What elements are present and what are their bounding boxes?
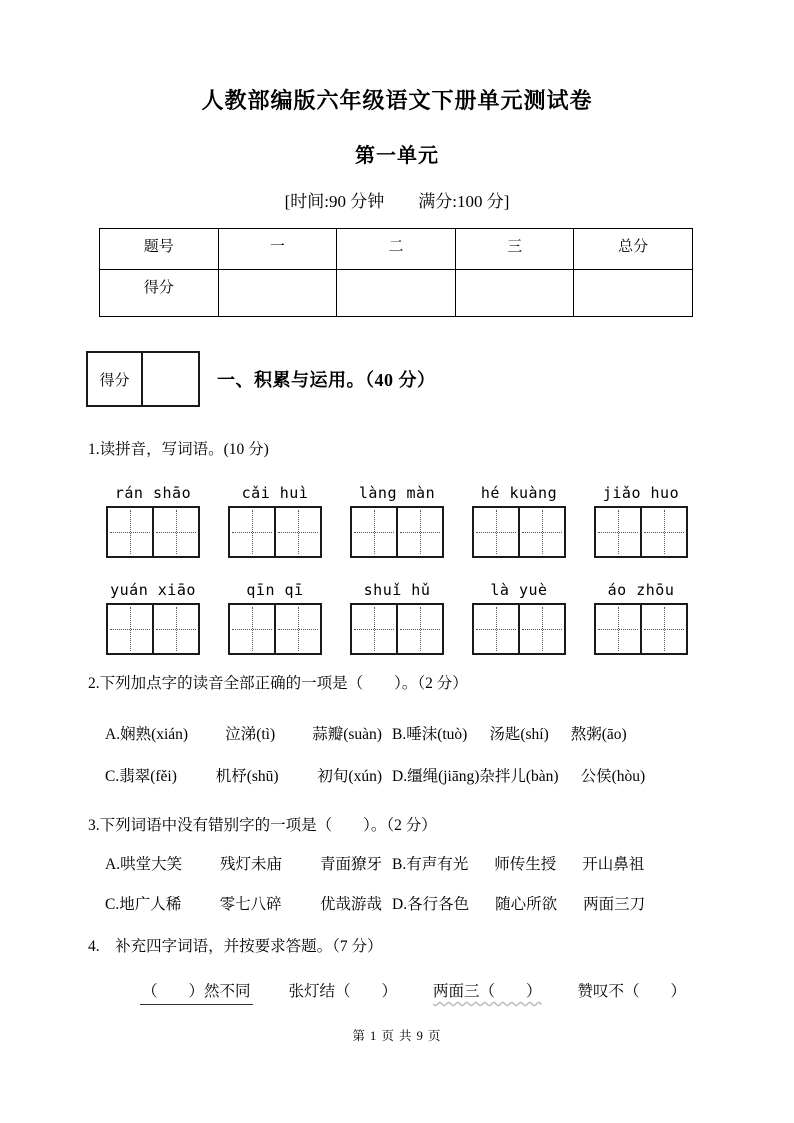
tianzige-cell [518,605,564,653]
score-row-label: 得分 [100,270,219,317]
score-table [99,228,693,317]
option-item: 初旬(xún) [317,768,382,785]
writing-grid [350,506,444,558]
pinyin-text: làng màn [358,484,436,502]
option-item: 开山鼻祖 [582,856,645,873]
pinyin-row-1 [106,483,688,558]
score-table-header-row [100,229,693,270]
tianzige-cell [274,508,320,556]
pinyin-word-block [472,483,566,558]
tianzige-cell [640,508,686,556]
option-item: 熬粥(āo) [570,726,627,743]
score-table-header-cell: 一 [218,229,337,270]
option-item: A.娴熟(xián) [105,726,189,743]
score-blank-cell [574,270,693,317]
score-table-header-cell: 总分 [574,229,693,270]
pinyin-text: cǎi huì [241,484,309,502]
score-blank-cell [337,270,456,317]
writing-grid [472,603,566,655]
tianzige-cell [474,605,518,653]
question-2-options-cd [105,766,794,788]
option-item: 随心所欲 [495,896,558,913]
tianzige-cell [352,605,396,653]
score-box-label: 得分 [88,353,143,405]
time-score-line: [时间:90 分钟 满分:100 分] [284,192,510,211]
pinyin-text: rán shāo [114,484,192,502]
tianzige-cell [596,508,640,556]
section-score-box [86,351,200,407]
pinyin-word-block [350,580,444,655]
option-item: 残灯未庙 [220,856,283,873]
tianzige-cell [396,508,442,556]
score-blank-cell [218,270,337,317]
option-item: 机杼(shū) [215,768,279,785]
pinyin-word-block [228,580,322,655]
pinyin-text: jiǎo huo [602,484,680,502]
pinyin-word-block [350,483,444,558]
tianzige-cell [108,605,152,653]
pinyin-text: shuǐ hǔ [363,581,431,599]
writing-grid [594,506,688,558]
option-item: A.哄堂大笑 [105,856,183,873]
option-item: 汤匙(shí) [489,726,549,743]
pinyin-text: yuán xiāo [110,581,196,599]
question-3-text: 3.下列词语中没有错别字的一项是（ ）。（2 分） [88,817,437,834]
score-table-header-cell: 三 [455,229,574,270]
option-group-b [392,724,627,746]
option-item: D.各行各色 [392,896,470,913]
option-item: D.缰绳(jiāng)杂拌儿(bàn) [392,768,559,785]
option-item: 零七八碎 [219,896,282,913]
tianzige-cell [152,508,198,556]
idiom-blank: 两面三（ ） [433,983,542,1000]
option-group-d [392,894,645,916]
option-item: 青面獠牙 [319,856,382,873]
tianzige-cell [230,508,274,556]
tianzige-cell [396,605,442,653]
tianzige-cell [352,508,396,556]
tianzige-cell [108,508,152,556]
option-group-a [105,724,382,746]
score-table-header-cell: 二 [337,229,456,270]
option-group-d [392,766,645,788]
option-item: 两面三刀 [583,896,646,913]
question-2-options-ab [105,724,794,746]
option-item: C.地广人稀 [105,896,182,913]
section-one-heading: 一、积累与运用。（40 分） [217,370,436,390]
writing-grid [228,506,322,558]
page-title: 人教部编版六年级语文下册单元测试卷 [201,88,593,113]
idiom-blank: 张灯结（ ） [288,983,398,1000]
question-1-text: 1.读拼音，写词语。(10 分) [88,441,269,458]
question-4-text: 4. 补充四字词语，并按要求答题。（7 分） [88,938,383,955]
writing-grid [350,603,444,655]
tianzige-cell [596,605,640,653]
option-item: B.有声有光 [392,856,469,873]
pinyin-word-block [594,580,688,655]
writing-grid [472,506,566,558]
unit-heading: 第一单元 [355,145,439,167]
option-group-a [105,854,382,876]
pinyin-row-2 [106,580,688,655]
option-item: C.翡翠(fěi) [105,768,177,785]
score-blank-cell [455,270,574,317]
option-item: 蒜瓣(suàn) [312,726,382,743]
writing-grid [228,603,322,655]
section-one-header [86,351,794,407]
score-box-blank [143,353,198,405]
idiom-blank: （ ）然不同 [140,981,253,1005]
tianzige-cell [152,605,198,653]
pinyin-text: qīn qī [246,581,304,599]
option-item: 公侯(hòu) [580,768,646,785]
tianzige-cell [518,508,564,556]
pinyin-word-block [228,483,322,558]
writing-grid [594,603,688,655]
option-group-b [392,854,644,876]
option-item: B.唾沫(tuò) [392,726,468,743]
pinyin-word-block [472,580,566,655]
question-2-text: 2.下列加点字的读音全部正确的一项是（ ）。（2 分） [88,675,468,692]
tianzige-cell [274,605,320,653]
pinyin-text: hé kuàng [480,484,558,502]
pinyin-text: là yuè [490,581,548,599]
pinyin-text: áo zhōu [607,581,675,599]
question-4-blanks [140,981,794,1005]
writing-grid [106,603,200,655]
question-3-options-ab [105,854,794,876]
option-group-c [105,766,382,788]
option-item: 泣涕(tì) [225,726,276,743]
tianzige-cell [230,605,274,653]
score-table-score-row [100,270,693,317]
option-item: 师传生授 [494,856,557,873]
tianzige-cell [640,605,686,653]
score-table-header-cell: 题号 [100,229,219,270]
pinyin-word-block [594,483,688,558]
page-number: 第 1 页 共 9 页 [352,1029,442,1043]
pinyin-word-block [106,580,200,655]
idiom-blank: 赞叹不（ ） [577,983,687,1000]
tianzige-cell [474,508,518,556]
writing-grid [106,506,200,558]
pinyin-word-block [106,483,200,558]
option-group-c [105,894,382,916]
option-item: 优哉游哉 [319,896,382,913]
question-3-options-cd [105,894,794,916]
